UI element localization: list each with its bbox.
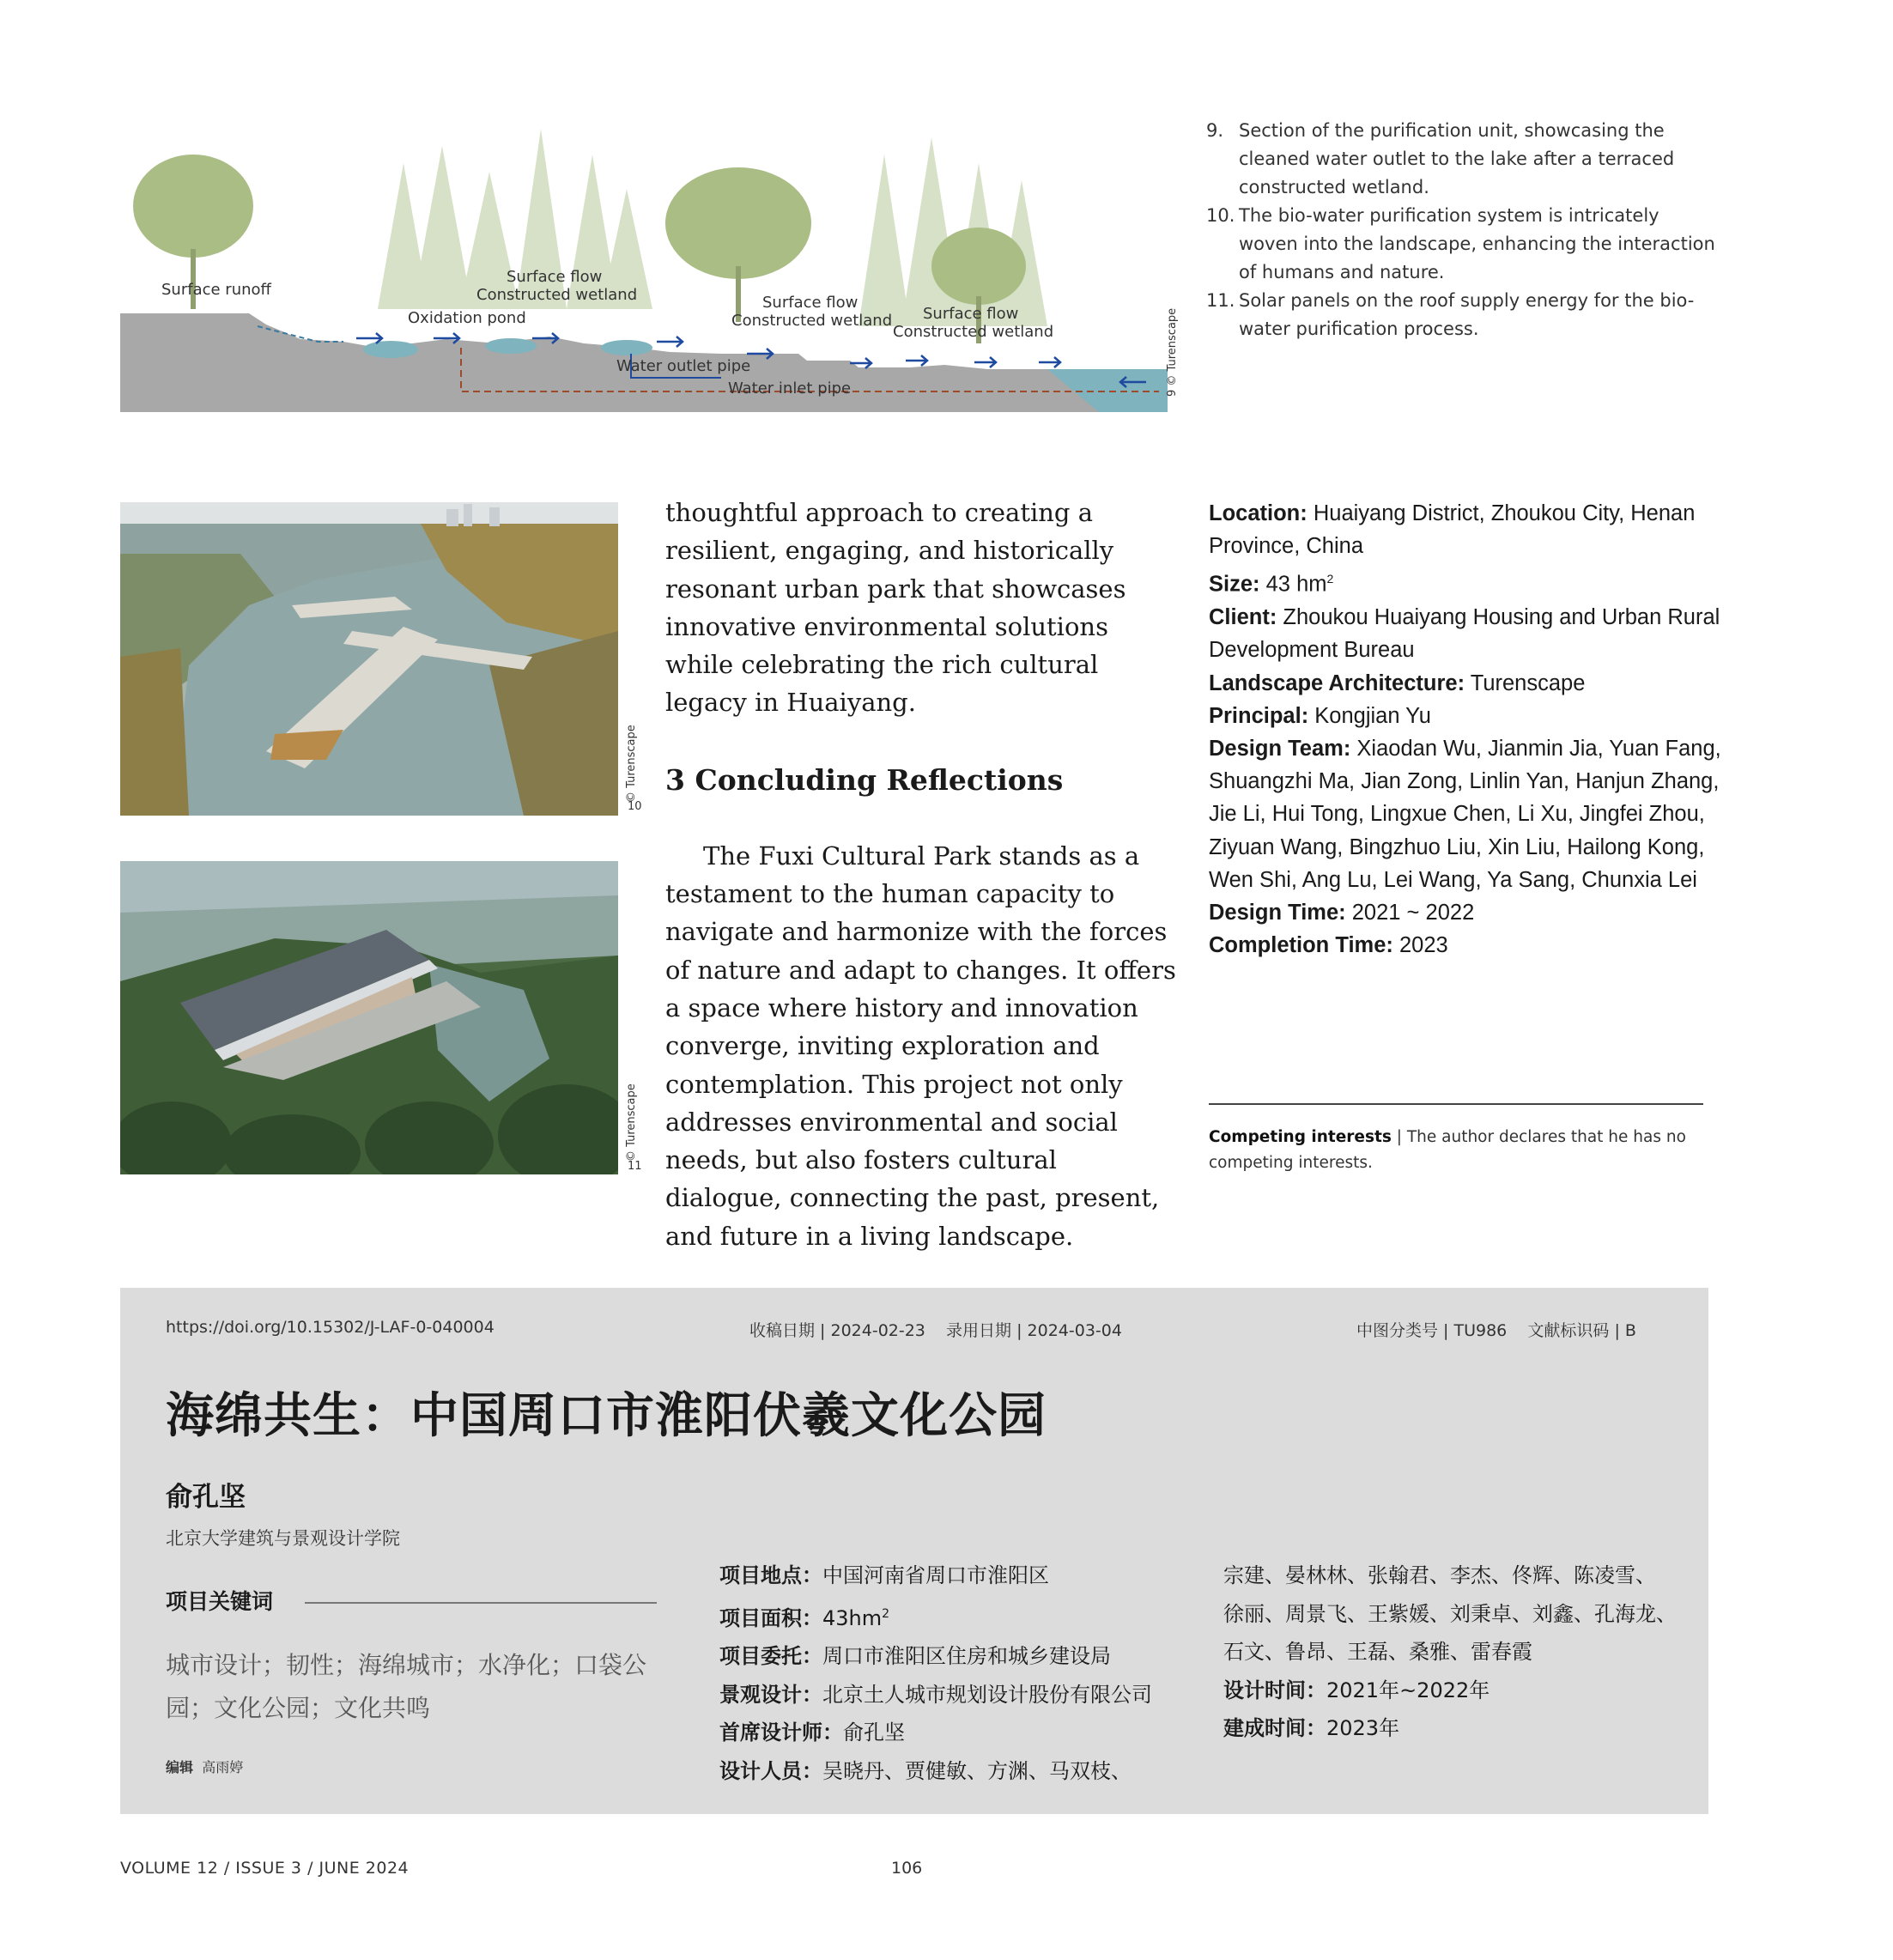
label-outlet-pipe: Water outlet pipe [616,357,751,375]
photo11-number: 11 [628,1160,642,1173]
caption-10: 10. The bio-water purification system is intricately woven into the landscape, enhancing the interaction of humans and nature. [1206,205,1715,282]
label-sfcw2-b: Constructed wetland [731,312,893,330]
info-location: Location: Huaiyang District, Zhoukou City, Henan Province, China [1209,501,1696,559]
page-number: 106 [891,1859,923,1878]
cn-design-time: 设计时间：2021年~2022年 [1223,1678,1490,1702]
doi-link[interactable]: https://doi.org/10.15302/J-LAF-0-040004 [166,1318,494,1337]
editor: 编辑 高雨婷 [166,1759,244,1775]
cn-area: 项目面积：$43hm^2$ [719,1605,890,1630]
competing-interests: Competing interests | The author declares that he has no competing interests. [1209,1128,1686,1172]
divider [1209,1103,1703,1105]
section-heading: 3 Concluding Reflections [665,762,1064,797]
cn-team-line2: 宗建、晏林林、张翰君、李杰、佟辉、陈凌雪、 [1223,1563,1656,1587]
chinese-affiliation: 北京大学建筑与景观设计学院 [166,1528,400,1549]
project-info [1209,497,1724,962]
info-completion-time: Completion Time: 2023 [1209,933,1448,958]
info-design-team: Design Team: Xiaodan Wu, Jianmin Jia, Yuan Fang, Shuangzhi Ma, Jian Zong, Linlin Yan, Hanjun Zhang, Jie Li, Hui Tong, Lingxue Chen, Li Xu, Jingfei Zhou, Ziyuan Wang, Bingzhuo Liu, Xin Liu, Hailong Kong, Wen Shi, Ang Lu, Lei Wang, Ya Sang, Chunxia Lei [1209,736,1721,892]
keywords-list: 城市设计；韧性；海绵城市；水净化；口袋公园；文化公园；文化共鸣 [166,1651,647,1722]
label-inlet-pipe: Water inlet pipe [728,379,852,397]
keywords-heading: 项目关键词 [166,1589,274,1614]
chinese-title: 海绵共生：中国周口市淮阳伏羲文化公园 [166,1387,1047,1444]
chinese-project-info-col2 [1223,1556,1704,1748]
received-accepted-dates: 收稿日期 | 2024-02-23 录用日期 | 2024-03-04 [749,1321,1122,1340]
info-size: Size: 43 $hm^2$ [1209,572,1334,597]
info-principal: Principal: Kongjian Yu [1209,703,1431,728]
label-oxidation-pond: Oxidation pond [408,309,526,327]
footer-issue: VOLUME 12 / ISSUE 3 / JUNE 2024 [120,1859,410,1878]
info-client: Client: Zhoukou Huaiyang Housing and Urban Rural Development Bureau [1209,605,1720,663]
cn-client: 项目委托：周口市淮阳区住房和城乡建设局 [719,1644,1111,1668]
label-sfcw1-a: Surface flow [507,268,603,286]
cn-completion-time: 建成时间：2023年 [1223,1716,1400,1740]
photo-wetland-boardwalk [120,502,618,816]
info-design-time: Design Time: 2021 ~ 2022 [1209,900,1475,925]
section-diagram [120,129,1168,412]
body-paragraph-1: thoughtful approach to creating a resilient, engaging, and historically resonant urban park that showcases innovative environmental solutions while celebrating the rich cultural legacy in Huaiyang. [665,498,1126,718]
cn-chief-designer: 首席设计师：俞孔坚 [719,1720,905,1745]
figure-captions [1206,117,1721,343]
cn-design-team: 设计人员：吴晓丹、贾健敏、方渊、马双枝、 [719,1758,1132,1783]
label-surface-runoff: Surface runoff [161,281,271,299]
cn-location: 项目地点：中国河南省周口市淮阳区 [719,1563,1049,1587]
label-sfcw3-a: Surface flow [923,305,1019,323]
photo11-credit: © Turenscape [625,1083,638,1162]
label-sfcw1-b: Constructed wetland [476,286,638,304]
classification-number: 中图分类号 | TU986 文献标识码 | B [1356,1321,1636,1340]
label-sfcw2-a: Surface flow [762,294,859,312]
info-landscape-architecture: Landscape Architecture: Turenscape [1209,671,1586,695]
caption-9: 9. Section of the purification unit, showcasing the cleaned water outlet to the lake after a terraced constructed wetland. [1206,120,1675,197]
diagram-credit: 9 © Turenscape [1166,307,1179,397]
keywords-rule [305,1602,657,1604]
body-text [665,494,1180,1255]
chinese-project-info-col1 [719,1556,1200,1790]
photo10-credit: © Turenscape [625,725,638,803]
cn-landscape-design: 景观设计：北京土人城市规划设计股份有限公司 [719,1682,1152,1707]
photo10-number: 10 [628,800,642,813]
body-paragraph-2: The Fuxi Cultural Park stands as a testament to the human capacity to navigate and harmonize with the forces of nature and adapt to changes. It offers a space where history and innovation converge, inviting exploration and contemplation. This project not only addresses environmental and social needs, but also fosters cultural dialogue, connecting the past, present, and future in a living landscape. [665,840,1176,1251]
photo-solar-pavilion [120,861,618,1174]
caption-11: 11. Solar panels on the roof supply energy for the bio-water purification process. [1206,290,1695,339]
label-sfcw3-b: Constructed wetland [893,323,1054,341]
cn-team-line4: 石文、鲁昂、王磊、桑雅、雷春霞 [1223,1640,1532,1664]
cn-team-line3: 徐丽、周景飞、王紫媛、刘秉卓、刘鑫、孔海龙、 [1223,1601,1677,1626]
chinese-author: 俞孔坚 [166,1482,246,1513]
